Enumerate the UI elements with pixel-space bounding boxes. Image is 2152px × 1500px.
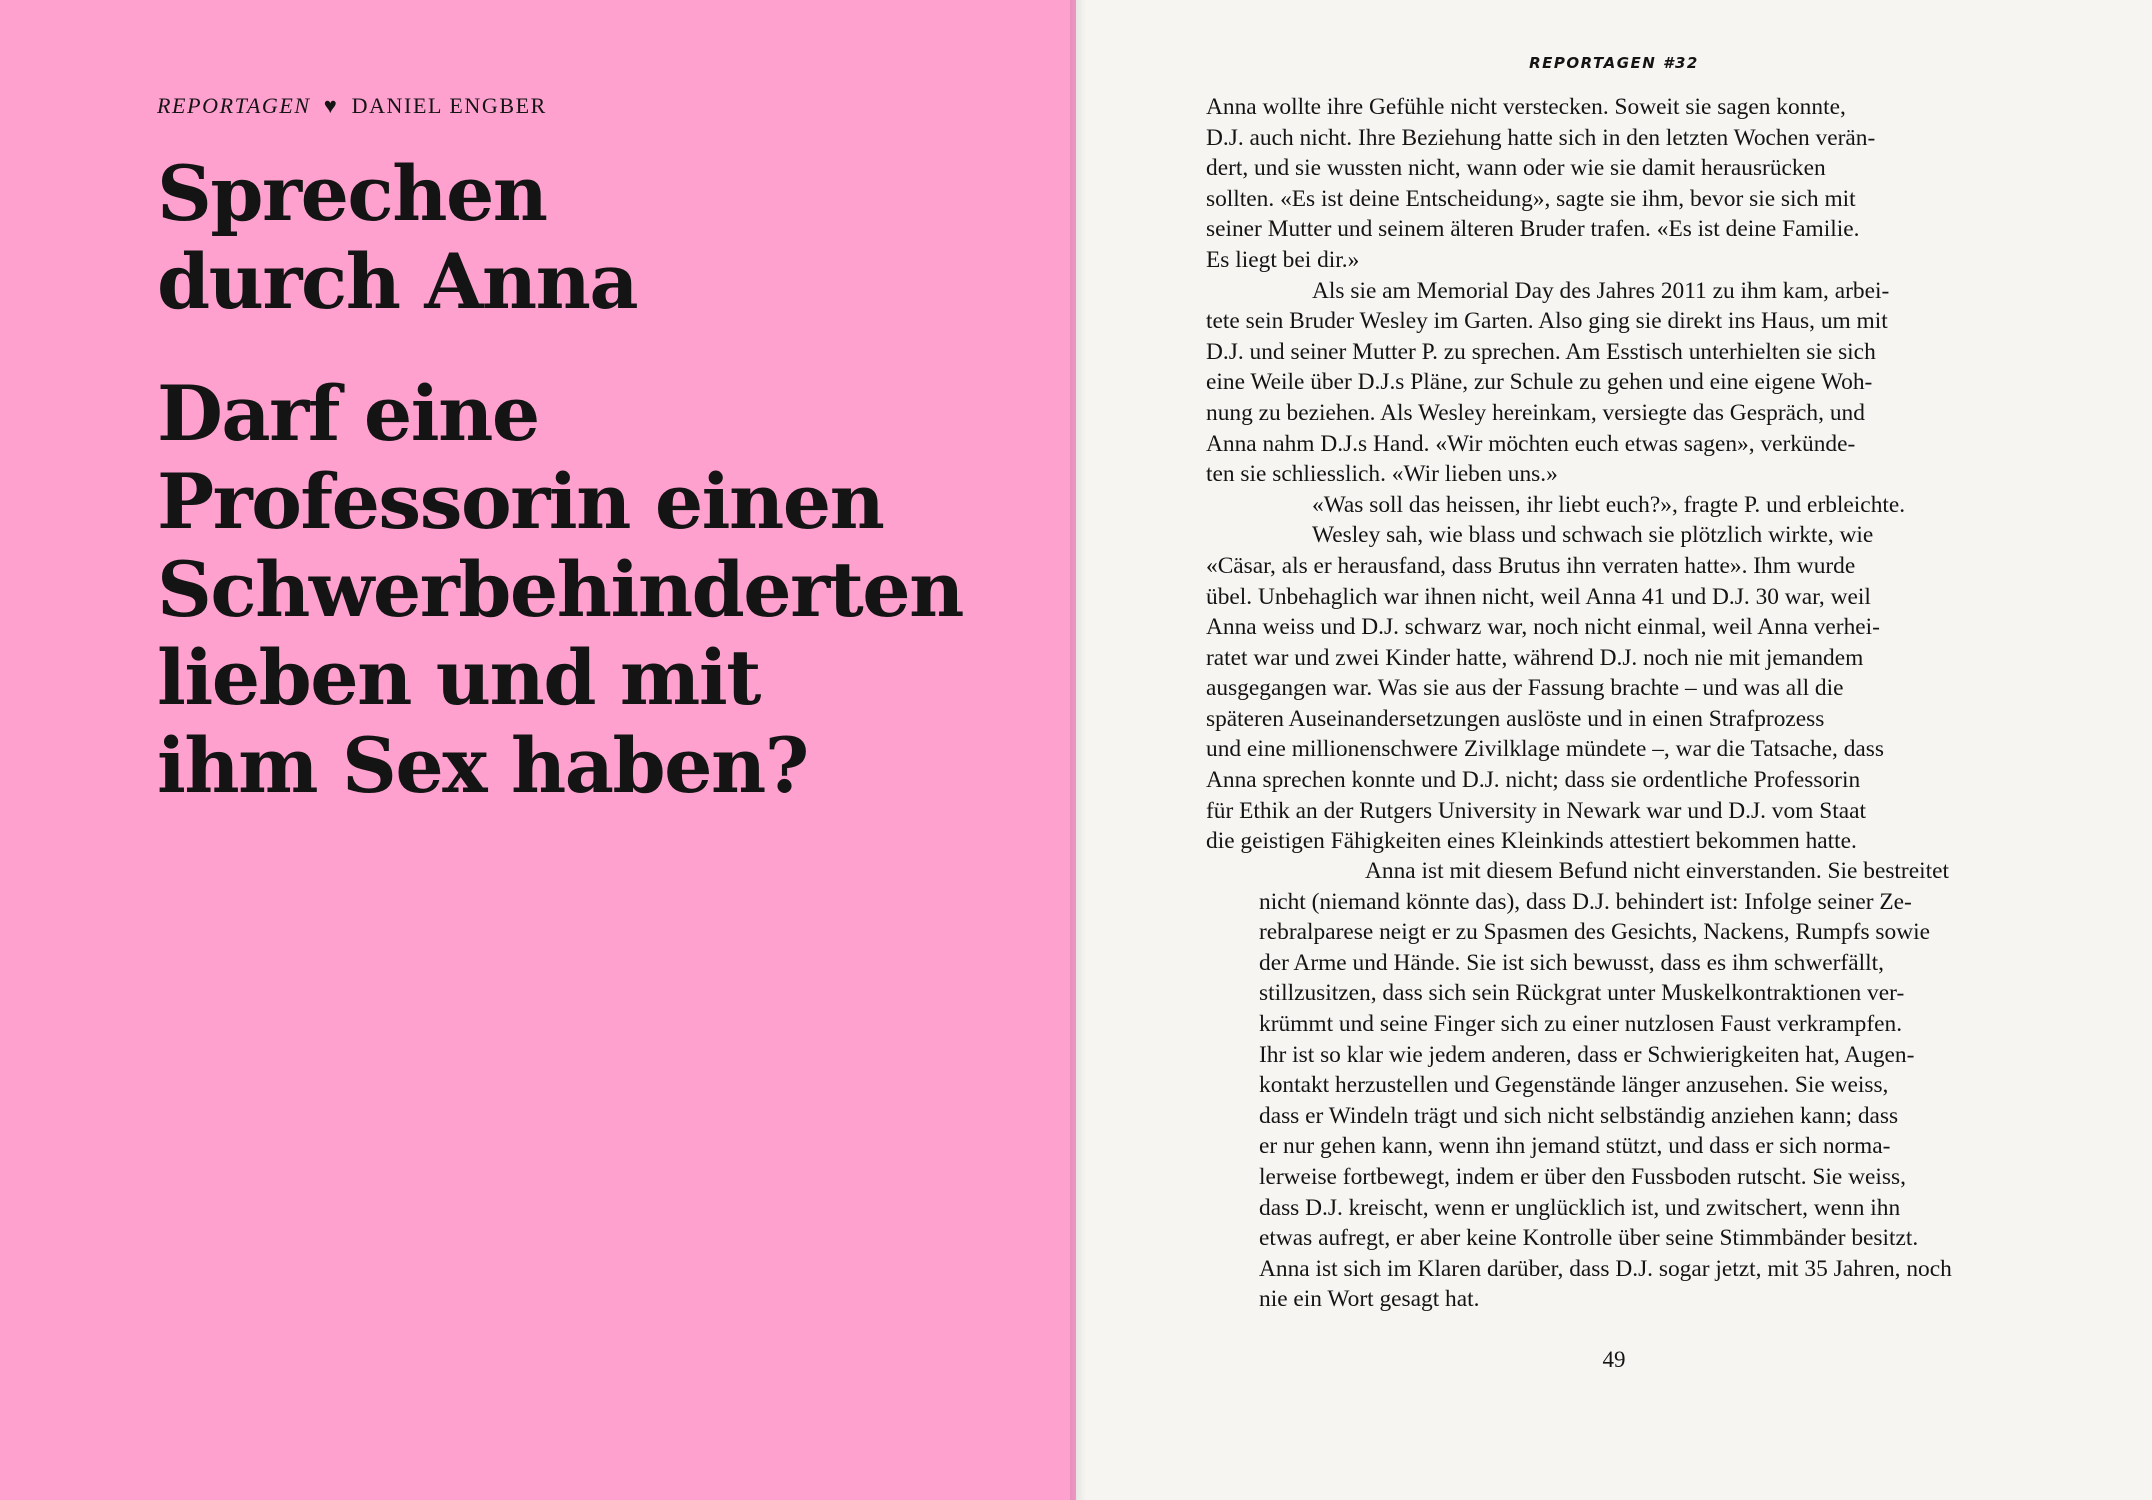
body-line: und eine millionenschwere Zivilklage mündete –, war die Tatsache, dass [1206, 736, 1884, 763]
body-text [1206, 92, 1966, 857]
body-line: Anna weiss und D.J. schwarz war, noch nicht einmal, weil Anna verhei- [1206, 614, 1880, 641]
headline-line: Sprechen [157, 149, 547, 238]
body-line: tete sein Bruder Wesley im Garten. Also ging sie direkt ins Haus, um mit [1206, 308, 1888, 335]
headline-line: durch Anna [157, 237, 638, 326]
right-page [1076, 0, 2152, 1500]
dek-line: Schwerbehinderten [157, 545, 963, 634]
body-line: dert, und sie wussten nicht, wann oder wie sie damit herausrücken [1206, 155, 1826, 182]
quote-line: Ihr ist so klar wie jedem anderen, dass er Schwierigkeiten hat, Augen- [1259, 1041, 1915, 1068]
running-head: REPORTAGEN #32 [1529, 54, 1699, 72]
body-line: seiner Mutter und seinem älteren Bruder trafen. «Es ist deine Familie. [1206, 216, 1860, 243]
body-line: eine Weile über D.J.s Pläne, zur Schule zu gehen und eine eigene Woh- [1206, 369, 1873, 396]
quote-line: krümmt und seine Finger sich zu einer nutzlosen Faust verkrampfen. [1259, 1010, 1903, 1037]
quote-line: nicht (niemand könnte das), dass D.J. behindert ist: Infolge seiner Ze- [1259, 888, 1912, 915]
body-line: D.J. auch nicht. Ihre Beziehung hatte sich in den letzten Wochen verän- [1206, 124, 1876, 151]
body-line: übel. Unbehaglich war ihnen nicht, weil Anna 41 und D.J. 30 war, weil [1206, 583, 1871, 610]
body-line: «Cäsar, als er herausfand, dass Brutus ihn verraten hatte». Ihm wurde [1206, 552, 1856, 579]
dek-line: Darf eine [157, 369, 539, 458]
dek [157, 370, 1057, 810]
quote-line: rebralparese neigt er zu Spasmen des Gesichts, Nackens, Rumpfs sowie [1259, 919, 1930, 946]
quote-line: lerweise fortbewegt, indem er über den Fussboden rutscht. Sie weiss, [1259, 1163, 1906, 1190]
body-line: späteren Auseinandersetzungen auslöste und in einen Strafprozess [1206, 705, 1825, 732]
quote-line: dass D.J. kreischt, wenn er unglücklich ist, und zwitschert, wenn ihn [1259, 1194, 1901, 1221]
body-line: nung zu beziehen. Als Wesley hereinkam, versiegte das Gespräch, und [1206, 399, 1865, 426]
body-line: ausgegangen war. Was sie aus der Fassung brachte – und was all die [1206, 675, 1844, 702]
quote-line: stillzusitzen, dass sich sein Rückgrat unter Muskelkontraktionen ver- [1259, 980, 1905, 1007]
body-line: ratet war und zwei Kinder hatte, während D.J. noch nie mit jemandem [1206, 644, 1864, 671]
dek-line: ihm Sex haben? [157, 721, 808, 810]
quote-line: er nur gehen kann, wenn ihn jemand stützt, und dass er sich norma- [1259, 1133, 1891, 1160]
dek-line: Professorin einen [157, 457, 884, 546]
quote-line: Anna ist mit diesem Befund nicht einverstanden. Sie bestreitet [1365, 858, 1949, 884]
body-line: Anna wollte ihre Gefühle nicht verstecken. Soweit sie sagen konnte, [1206, 94, 1846, 120]
quote-line: Anna ist sich im Klaren darüber, dass D.J. sogar jetzt, mit 35 Jahren, noch [1259, 1255, 1952, 1282]
quote-line: dass er Windeln trägt und sich nicht selbständig anziehen kann; dass [1259, 1102, 1899, 1129]
dek-line: lieben und mit [157, 633, 760, 722]
body-line: D.J. und seiner Mutter P. zu sprechen. Am Esstisch unterhielten sie sich [1206, 338, 1876, 365]
heart-icon: ♥ [323, 93, 339, 118]
quote-line: kontakt herzustellen und Gegenstände länger anzusehen. Sie weiss, [1259, 1072, 1889, 1099]
body-line: Wesley sah, wie blass und schwach sie plötzlich wirkte, wie [1312, 522, 1874, 549]
quote-line: nie ein Wort gesagt hat. [1259, 1286, 1480, 1313]
body-line: Anna nahm D.J.s Hand. «Wir möchten euch etwas sagen», verkünde- [1206, 430, 1856, 457]
body-line: die geistigen Fähigkeiten eines Kleinkinds attestiert bekommen hatte. [1206, 828, 1857, 855]
body-line: Als sie am Memorial Day des Jahres 2011 zu ihm kam, arbei- [1312, 277, 1890, 304]
kicker-section: REPORTAGEN [157, 93, 311, 118]
body-line: für Ethik an der Rutgers University in Newark war und D.J. vom Staat [1206, 797, 1866, 824]
body-line: sollten. «Es ist deine Entscheidung», sagte sie ihm, bevor sie sich mit [1206, 185, 1856, 212]
body-line: «Was soll das heissen, ihr liebt euch?», fragte P. und erbleichte. [1312, 491, 1906, 518]
page-number: 49 [1602, 1347, 1626, 1372]
body-line: Es liegt bei dir.» [1206, 246, 1360, 273]
kicker-author: DANIEL ENGBER [351, 93, 547, 118]
quote-line: der Arme und Hände. Sie ist sich bewusst, dass es ihm schwerfällt, [1259, 949, 1884, 976]
body-line: ten sie schliesslich. «Wir lieben uns.» [1206, 461, 1558, 488]
quote-line: etwas aufregt, er aber keine Kontrolle über seine Stimmbänder besitzt. [1259, 1225, 1919, 1252]
headline [157, 150, 1057, 326]
kicker [157, 93, 547, 119]
block-quote [1259, 856, 2019, 1315]
body-line: Anna sprechen konnte und D.J. nicht; dass sie ordentliche Professorin [1206, 767, 1861, 794]
